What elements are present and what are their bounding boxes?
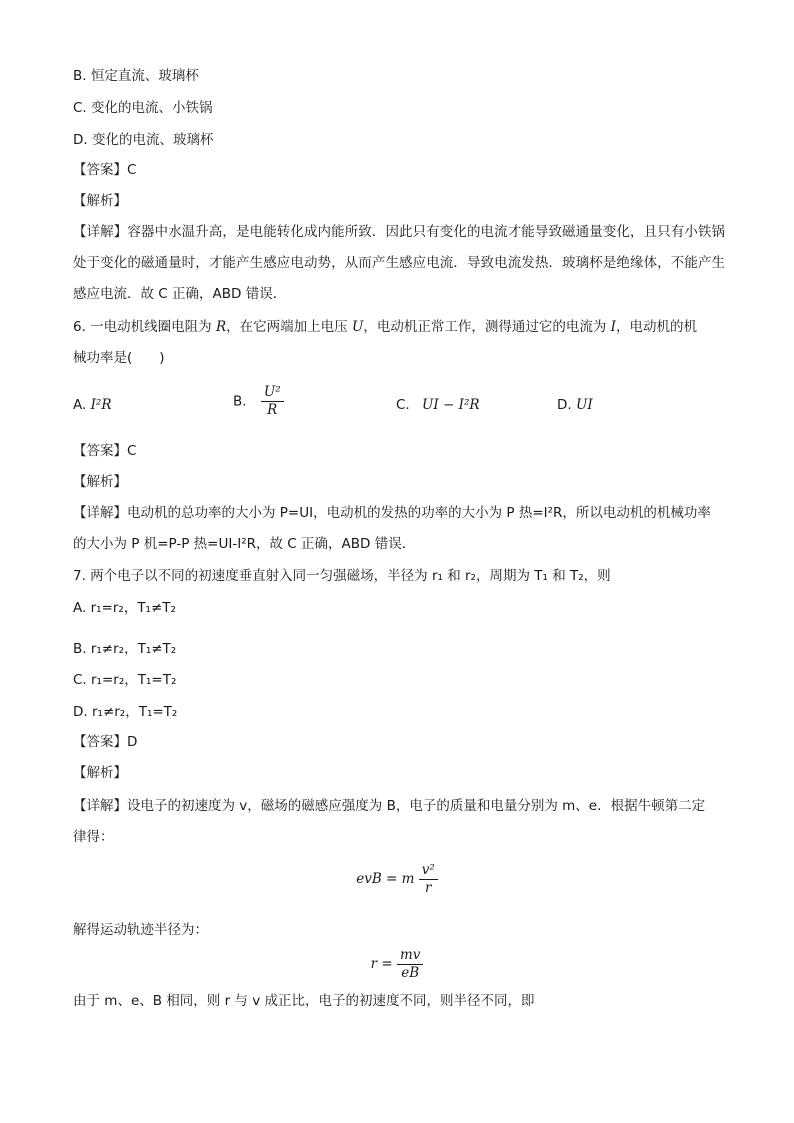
q7-eq1-left: evB = m <box>356 871 415 887</box>
q7-eq2-den: eB <box>401 965 420 981</box>
q6-option-b <box>233 384 284 419</box>
q6-stem-mid1: ，在它两端加上电压 <box>226 319 352 335</box>
q6-detail-line2: 的大小为 P 机=P-P 热=UI-I²R，故 C 正确，ABD 错误． <box>73 536 416 552</box>
q7-option-d: D. r₁≠r₂，T₁=T₂ <box>73 704 178 720</box>
q5-option-c: C. 变化的电流、小铁锅 <box>73 100 213 116</box>
q6-option-b-label: B. <box>233 393 247 410</box>
q7-option-a: A. r₁=r₂，T₁≠T₂ <box>73 600 176 616</box>
q7-radius-label: 解得运动轨迹半径为： <box>73 922 208 938</box>
q5-option-b: B. 恒定直流、玻璃杯 <box>73 68 199 84</box>
q6-option-b-fraction <box>261 384 284 419</box>
q5-option-d: D. 变化的电流、玻璃杯 <box>73 132 214 148</box>
q6-stem-pre: 6. 一电动机线圈电阻为 <box>73 319 216 335</box>
q5-answer: 【答案】C <box>73 162 137 178</box>
q7-detail-line2: 律得： <box>73 829 114 845</box>
q6-stem-line2: 械功率是( ) <box>73 350 165 366</box>
q7-detail-line1: 【详解】设电子的初速度为 v，磁场的磁感应强度为 B，电子的质量和电量分别为 m、e．根据牛顿第二定 <box>73 798 706 814</box>
q6-stem-r: R <box>215 319 227 335</box>
q6-option-a-label: A. <box>73 397 91 413</box>
q6-detail-line1: 【详解】电动机的总功率的大小为 P=UI，电动机的发热的功率的大小为 P 热=I²R，所以电动机的机械功率 <box>73 505 711 521</box>
q6-answer: 【答案】C <box>73 443 137 459</box>
q7-option-b: B. r₁≠r₂，T₁≠T₂ <box>73 641 177 657</box>
q6-stem-i: I <box>610 319 616 335</box>
q6-option-d <box>557 395 593 415</box>
q6-stem-post: ，电动机的机 <box>615 319 697 335</box>
q6-stem-u: U <box>351 319 364 335</box>
q6-option-d-label: D. <box>557 397 576 413</box>
q6-option-c <box>396 395 480 415</box>
q7-equation-radius <box>0 947 794 982</box>
q6-option-b-num: U² <box>261 384 284 402</box>
q6-option-b-den: R <box>267 402 278 418</box>
q6-option-c-label: C. <box>396 397 410 413</box>
q6-stem-mid2: ，电动机正常工作，测得通过它的电流为 <box>363 319 611 335</box>
q7-conclusion: 由于 m、e、B 相同，则 r 与 v 成正比，电子的初速度不同，则半径不同，即 <box>73 993 535 1009</box>
q7-analysis-heading: 【解析】 <box>73 765 127 781</box>
q5-analysis-heading: 【解析】 <box>73 193 127 209</box>
q7-option-c: C. r₁=r₂，T₁=T₂ <box>73 672 177 688</box>
q7-equation-force <box>0 862 794 897</box>
q7-eq2-fraction <box>397 947 423 982</box>
q7-eq2-num: mv <box>397 947 423 965</box>
q7-eq1-num: v² <box>419 862 438 880</box>
q7-stem: 7. 两个电子以不同的初速度垂直射入同一匀强磁场，半径为 r₁ 和 r₂，周期为 T₁ 和 T₂，则 <box>73 568 611 584</box>
q6-option-c-expr: UI − I²R <box>422 397 480 413</box>
q7-eq1-fraction <box>419 862 438 897</box>
q7-answer: 【答案】D <box>73 734 138 750</box>
q7-eq1-den: r <box>425 880 432 896</box>
q6-option-d-expr: UI <box>575 397 593 413</box>
q5-detail: 【详解】容器中水温升高，是电能转化成内能所致．因此只有变化的电流才能导致磁通量变化，且只有小铁锅处于变化的磁通量时，才能产生感应电动势，从而产生感应电流．导致电流发热．玻璃杯是绝缘体，不能产生感应电流．故 C 正确，ABD 错误． <box>73 224 725 302</box>
q6-option-a <box>73 395 112 415</box>
q6-option-a-expr: I²R <box>90 397 112 413</box>
q6-stem <box>73 317 697 337</box>
q7-eq2-left: r = <box>370 956 393 972</box>
q6-analysis-heading: 【解析】 <box>73 474 127 490</box>
